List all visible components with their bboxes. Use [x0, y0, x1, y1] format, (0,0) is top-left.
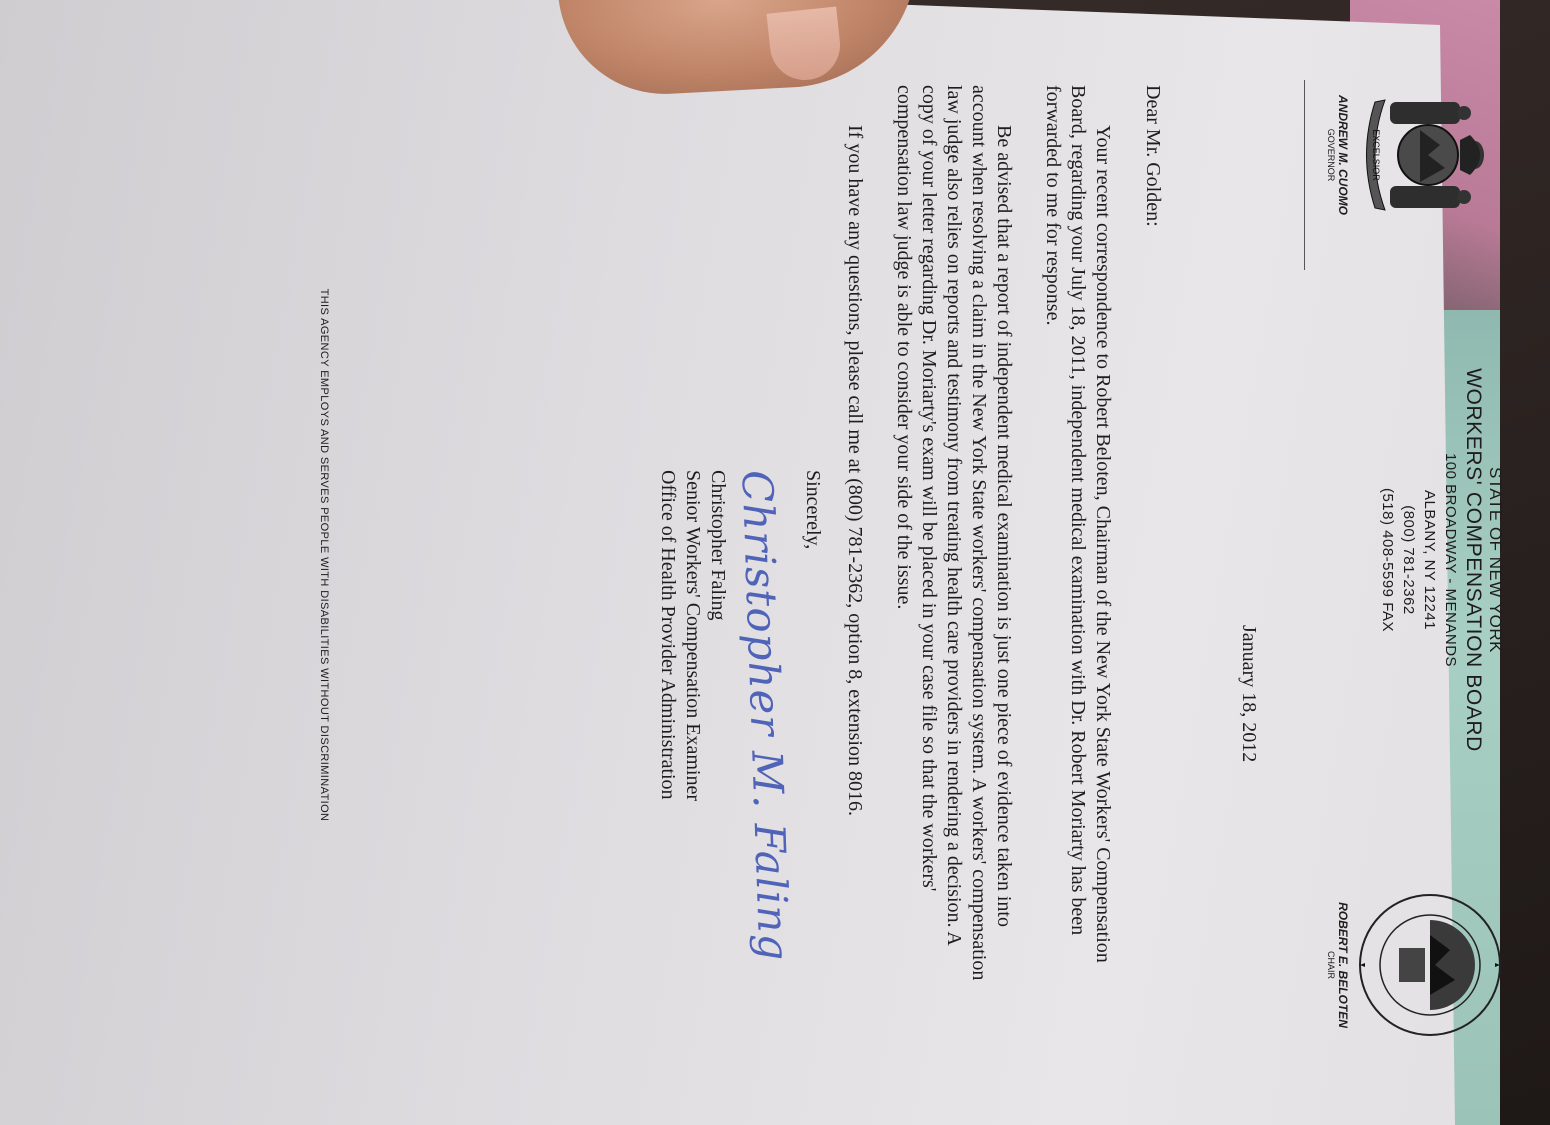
letter-body	[818, 85, 1115, 985]
svg-text:EXCELSIOR: EXCELSIOR	[1371, 129, 1381, 181]
chair-name: ROBERT E. BELOTEN	[1336, 902, 1350, 1028]
header-rule-left	[1304, 80, 1305, 270]
new-york-state-seal-icon	[1360, 90, 1500, 220]
footer-notice: THIS AGENCY EMPLOYS AND SERVES PEOPLE WITH DISABILITIES WITHOUT DISCRIMINATION	[318, 288, 330, 822]
governor-block	[1326, 70, 1350, 240]
chair-title: CHAIR	[1326, 950, 1336, 979]
letterhead-address2: ALBANY, NY 12241	[1421, 489, 1438, 631]
letterhead-board: WORKERS' COMPENSATION BOARD	[1462, 368, 1485, 752]
closing: Sincerely,	[802, 470, 824, 550]
letter-page	[0, 50, 1550, 1070]
letterhead	[1377, 310, 1505, 810]
signer-block	[655, 470, 730, 801]
chair-block	[1326, 880, 1350, 1050]
signer-name: Christopher Faling	[707, 470, 729, 621]
letter-date: January 18, 2012	[1238, 625, 1260, 763]
governor-title: GOVERNOR	[1326, 128, 1336, 182]
paragraph-3: If you have any questions, please call me at (800) 781-2362, option 8, extension 8016.	[844, 125, 866, 816]
letterhead-phone: (800) 781-2362	[1400, 505, 1417, 615]
letterhead-fax: (518) 408-5599 FAX	[1379, 487, 1396, 633]
letterhead-state: STATE OF NEW YORK	[1486, 466, 1505, 654]
salutation: Dear Mr. Golden:	[1142, 85, 1164, 227]
workers-compensation-board-seal-icon	[1355, 890, 1505, 1040]
signer-title: Senior Workers' Compensation Examiner	[682, 470, 704, 802]
signer-office: Office of Health Provider Administration	[657, 470, 679, 800]
handwritten-signature: Christopher M. Faling	[732, 469, 799, 963]
paragraph-2: Be advised that a report of independent medical examination is just one piece of evidence taken into account when resolving a claim in the New York State workers' compensation system. A workers' compensation law judge also relies on reports and testimony from treating health care providers in rendering a decision. A copy of your letter regarding Dr. Moriarty's exam will be placed in your case file so that the workers' compensation law judge is able to consider your side of the issue.	[893, 85, 1015, 981]
governor-name: ANDREW M. CUOMO	[1336, 95, 1350, 215]
paragraph-1: Your recent correspondence to Robert Beloten, Chairman of the New York State Workers' Compensation Board, regarding your July 18, 2011, independent medical examination with Dr. Robert Moriarty has been forwarded to me for response.	[1042, 85, 1114, 963]
letterhead-address1: 100 BROADWAY - MENANDS	[1442, 452, 1459, 668]
